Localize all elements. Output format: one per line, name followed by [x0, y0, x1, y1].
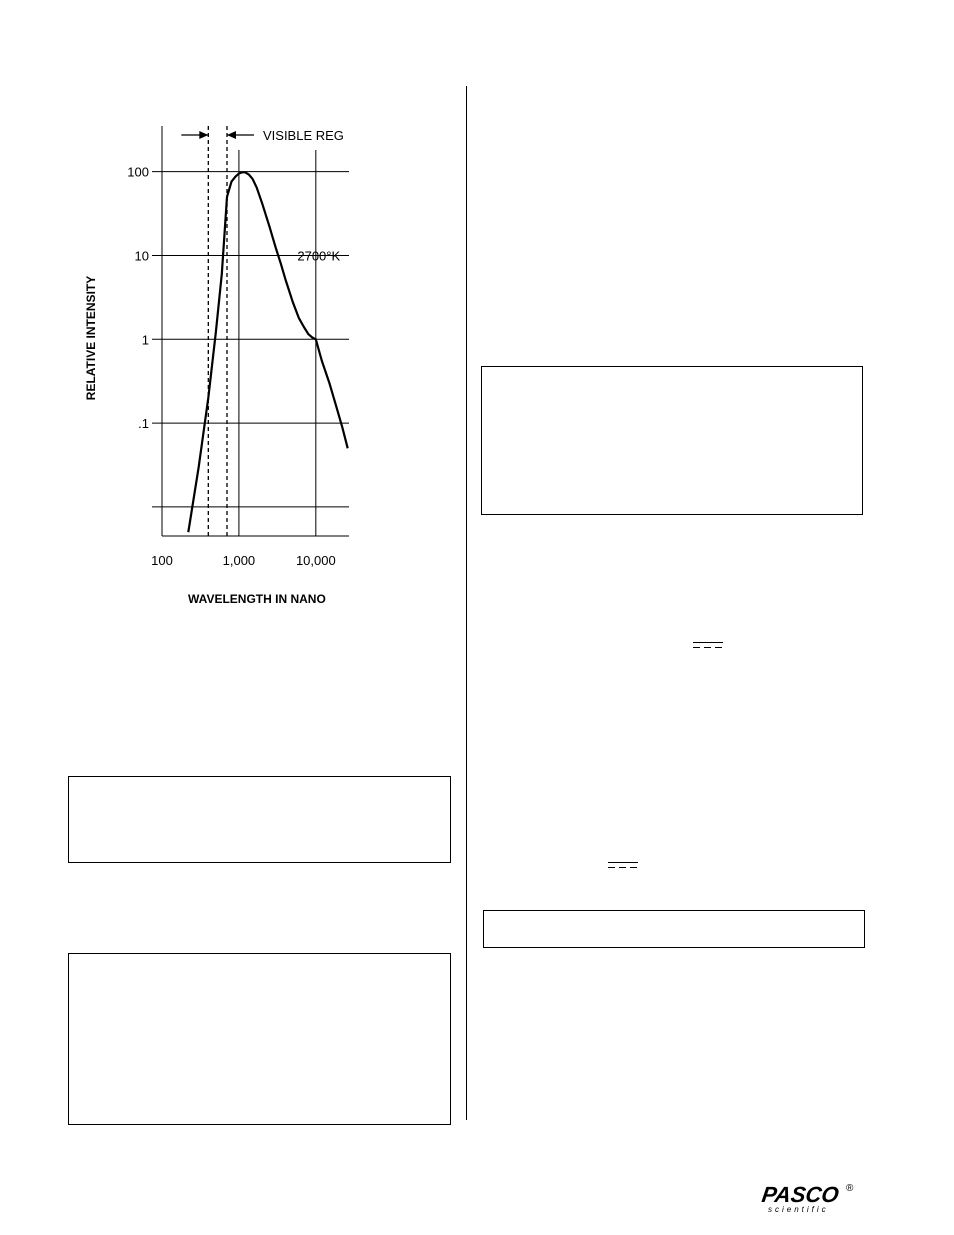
- answer-box-right-1[interactable]: [481, 366, 863, 515]
- x-tick-label: 1,000: [222, 553, 256, 568]
- y-tick-label: 1: [141, 332, 149, 348]
- intensity-chart: [70, 120, 360, 610]
- equation-fragment-1: [693, 642, 723, 651]
- x-tick-label: 10,000: [295, 553, 336, 568]
- x-tick-label: 100: [151, 553, 173, 568]
- series-line: [188, 172, 347, 532]
- column-divider: [466, 86, 467, 1120]
- grid-lines: [152, 150, 349, 536]
- y-tick-labels: [127, 165, 149, 431]
- series-label: 2700°K: [297, 248, 341, 264]
- series-2700k: [188, 172, 347, 532]
- region-arrowhead-left: [199, 131, 208, 139]
- visible-region: [181, 126, 254, 536]
- visible-region-label: VISIBLE REG: [262, 128, 344, 143]
- x-tick-labels: [151, 553, 336, 568]
- answer-box-left-1[interactable]: [68, 776, 451, 863]
- x-axis-label: WAVELENGTH IN NANO: [188, 592, 326, 606]
- answer-box-right-2[interactable]: [483, 910, 865, 948]
- answer-box-left-2[interactable]: [68, 953, 451, 1125]
- y-tick-label: 10: [134, 248, 149, 264]
- pasco-logo: PASCO ® scientific: [760, 1182, 854, 1214]
- y-tick-label: 100: [127, 164, 149, 180]
- equation-fragment-2: [608, 862, 638, 871]
- y-tick-label: .1: [138, 416, 149, 432]
- region-arrowhead-right: [227, 131, 236, 139]
- y-axis-label: RELATIVE INTENSITY: [84, 275, 98, 401]
